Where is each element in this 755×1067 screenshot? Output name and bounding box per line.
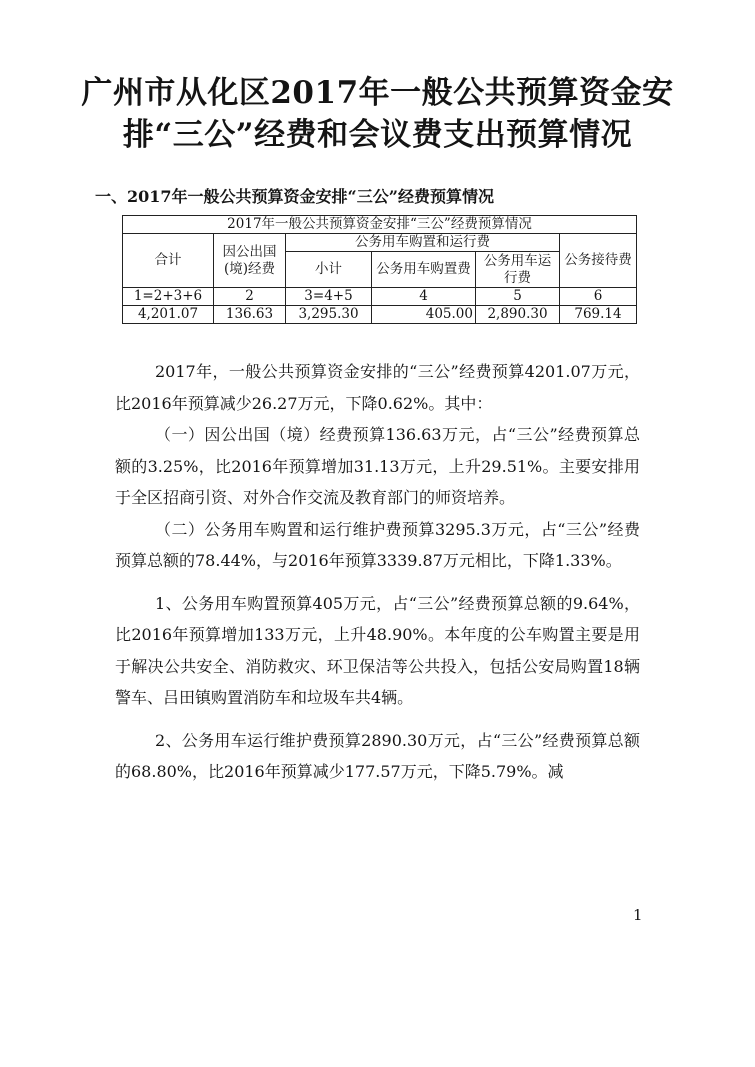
header-overseas: 因公出国(境)经费 (214, 234, 286, 288)
paragraph: 2017年，一般公共预算资金安排的“三公”经费预算4201.07万元，比2016年预算减少26.27万元，下降0.62%。其中： (115, 362, 640, 413)
table-caption: 2017年一般公共预算资金安排“三公”经费预算情况 (123, 216, 637, 234)
table-cell: 136.63 (214, 306, 286, 324)
header-total: 合计 (123, 234, 214, 288)
title-line-1: 广州市从化区2017年一般公共预算资金安 (81, 75, 674, 111)
header-subtotal: 小计 (286, 252, 372, 288)
paragraph: （一）因公出国（境）经费预算136.63万元，占“三公”经费预算总额的3.25%，比2016年预算增加31.13万元，上升29.51%。主要安排用于全区招商引资、对外合作交流及教育部门的师资培养。 (115, 425, 640, 507)
table-row (123, 306, 637, 324)
table-cell: 3,295.30 (286, 306, 372, 324)
table-cell: 4 (372, 288, 476, 306)
table-row (123, 288, 637, 306)
table-cell: 769.14 (560, 306, 637, 324)
paragraph: （二）公务用车购置和运行维护费预算3295.3万元，占“三公”经费预算总额的78.44%，与2016年预算3339.87万元相比，下降1.33%。 (115, 519, 640, 570)
table-cell: 2,890.30 (476, 306, 560, 324)
title-line-2: 排“三公”经费和会议费支出预算情况 (122, 117, 633, 153)
budget-table (122, 215, 637, 324)
header-vehicle-group: 公务用车购置和运行费 (286, 234, 560, 252)
header-operation: 公务用车运行费 (476, 252, 560, 288)
body-text (115, 356, 640, 788)
table-cell: 4,201.07 (123, 306, 214, 324)
table-cell: 405.00 (372, 306, 476, 324)
table-cell: 1=2+3+6 (123, 288, 214, 306)
header-reception: 公务接待费 (560, 234, 637, 288)
table-cell: 2 (214, 288, 286, 306)
page-number: 1 (633, 906, 643, 924)
paragraph: 2、公务用车运行维护费预算2890.30万元，占“三公”经费预算总额的68.80%，比2016年预算减少177.57万元，下降5.79%。减 (115, 730, 640, 781)
table-cell: 3=4+5 (286, 288, 372, 306)
section-heading: 一、2017年一般公共预算资金安排“三公”经费预算情况 (95, 187, 494, 206)
table-cell: 5 (476, 288, 560, 306)
paragraph: 1、公务用车购置预算405万元，占“三公”经费预算总额的9.64%，比2016年预算增加133万元，上升48.90%。本年度的公车购置主要是用于解决公共安全、消防救灾、环卫保洁等公共投入，包括公安局购置18辆警车、吕田镇购置消防车和垃圾车共4辆。 (115, 593, 640, 707)
header-purchase: 公务用车购置费 (372, 252, 476, 288)
table-cell: 6 (560, 288, 637, 306)
document-title (60, 72, 695, 156)
